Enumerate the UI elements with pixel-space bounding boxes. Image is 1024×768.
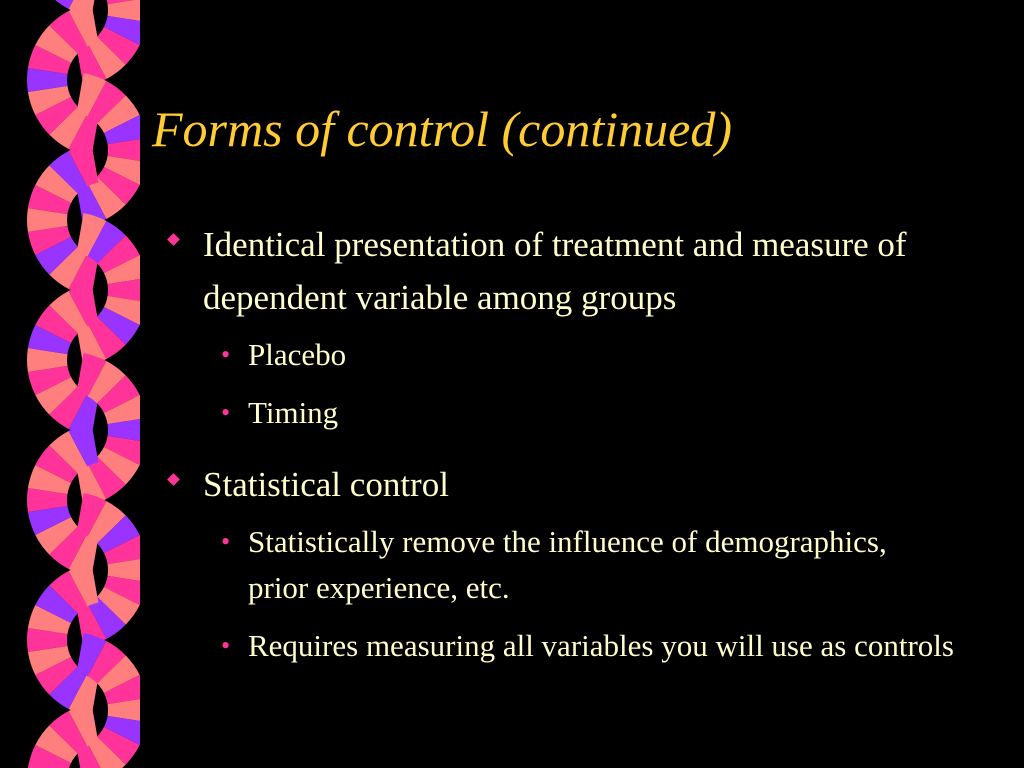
sub-bullet-text: Timing — [248, 395, 339, 430]
sub-list — [164, 519, 984, 669]
sub-bullet-text: Statistically remove the influence of demographics, prior experience, etc. — [248, 524, 887, 605]
sub-bullet-item-measure-controls — [221, 623, 978, 669]
slide-body — [164, 218, 984, 669]
diamond-bullet-icon — [167, 473, 180, 486]
bullet-item-presentation — [164, 218, 923, 324]
bullet-text: Identical presentation of treatment and measure of dependent variable among groups — [203, 225, 907, 317]
sub-bullet-text: Placebo — [248, 337, 347, 372]
sub-bullet-text: Requires measuring all variables you will use as controls — [248, 628, 954, 663]
wave-ribbon-decoration — [0, 0, 140, 768]
sub-bullet-item-timing — [221, 390, 984, 436]
dot-bullet-icon: • — [221, 527, 231, 556]
bullet-text: Statistical control — [203, 465, 449, 504]
bullet-item-statistical-control — [164, 458, 923, 511]
sub-list — [164, 332, 984, 436]
diamond-bullet-icon — [167, 233, 180, 246]
dot-bullet-icon: • — [221, 631, 231, 660]
sub-bullet-item-placebo — [221, 332, 984, 378]
sub-bullet-item-remove-influence — [221, 519, 888, 611]
dot-bullet-icon: • — [221, 340, 231, 369]
slide-title: Forms of control (continued) — [152, 101, 733, 157]
dot-bullet-icon: • — [221, 398, 231, 427]
